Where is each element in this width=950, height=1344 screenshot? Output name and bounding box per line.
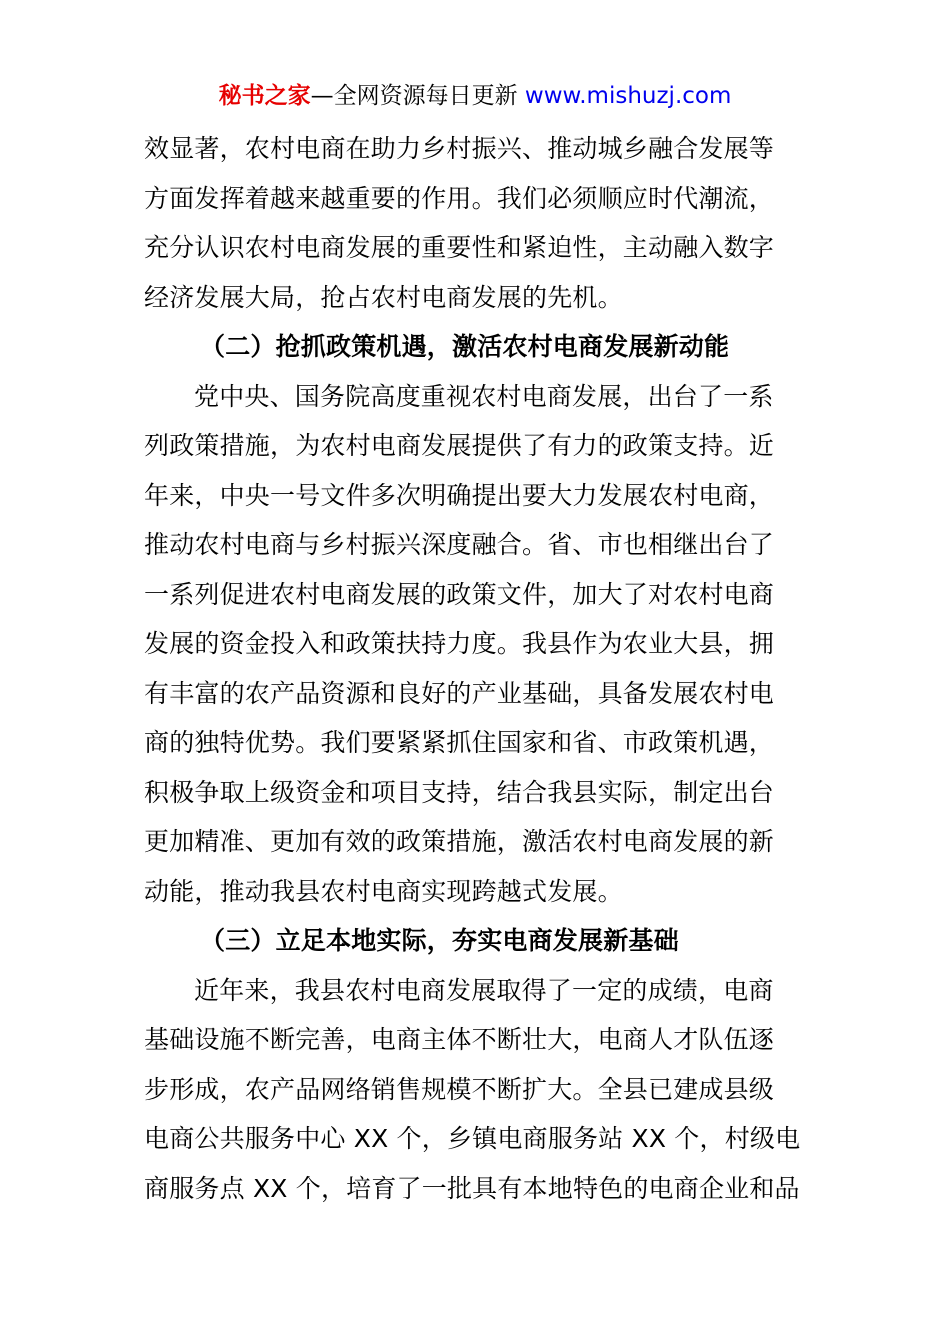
- brand-name: 秘书之家: [218, 83, 311, 109]
- document-body: [144, 124, 808, 1213]
- text-line: 方面发挥着越来越重要的作用。我们必须顺应时代潮流，: [144, 183, 775, 213]
- text-line: 步形成，农产品网络销售规模不断扩大。全县已建成县级: [144, 1074, 775, 1104]
- text-line: 基础设施不断完善，电商主体不断壮大，电商人才队伍逐: [144, 1025, 775, 1054]
- text-line: 电商公共服务中心 XX 个，乡镇电商服务站 XX 个，村级电: [144, 1124, 801, 1153]
- text-line: 经济发展大局，抢占农村电商发展的先机。: [144, 282, 623, 312]
- paragraph-start: 近年来，我县农村电商发展取得了一定的成绩，电商: [194, 975, 774, 1005]
- page-header: [0, 80, 950, 112]
- section-heading-2: （二）抢抓政策机遇，激活农村电商发展新动能: [200, 332, 730, 361]
- text-line: 更加精准、更加有效的政策措施，激活农村电商发展的新: [144, 827, 775, 856]
- text-line: 积极争取上级资金和项目支持，结合我县实际，制定出台: [144, 777, 775, 807]
- text-line: 列政策措施，为农村电商发展提供了有力的政策支持。近: [144, 431, 775, 460]
- text-line: 发展的资金投入和政策扶持力度。我县作为农业大县，拥: [144, 629, 775, 658]
- text-line: 有丰富的农产品资源和良好的产业基础，具备发展农村电: [144, 678, 775, 708]
- paragraph-start: 党中央、国务院高度重视农村电商发展，出台了一系: [194, 381, 774, 411]
- text-line: 推动农村电商与乡村振兴深度融合。省、市也相继出台了: [144, 530, 775, 559]
- text-line: 商的独特优势。我们要紧紧抓住国家和省、市政策机遇，: [144, 728, 775, 757]
- text-line: 商服务点 XX 个，培育了一批具有本地特色的电商企业和品: [144, 1173, 800, 1203]
- text-line: 一系列促进农村电商发展的政策文件，加大了对农村电商: [144, 579, 775, 609]
- site-url-link[interactable]: www.mishuzj.com: [524, 83, 732, 109]
- header-tagline: —全网资源每日更新: [310, 83, 525, 109]
- text-line: 效显著，农村电商在助力乡村振兴、推动城乡融合发展等: [144, 134, 775, 163]
- text-line: 充分认识农村电商发展的重要性和紧迫性，主动融入数字: [144, 233, 775, 262]
- text-line: 动能，推动我县农村电商实现跨越式发展。: [144, 876, 623, 906]
- section-heading-3: （三）立足本地实际，夯实电商发展新基础: [200, 926, 679, 955]
- text-line: 年来，中央一号文件多次明确提出要大力发展农村电商，: [144, 480, 775, 510]
